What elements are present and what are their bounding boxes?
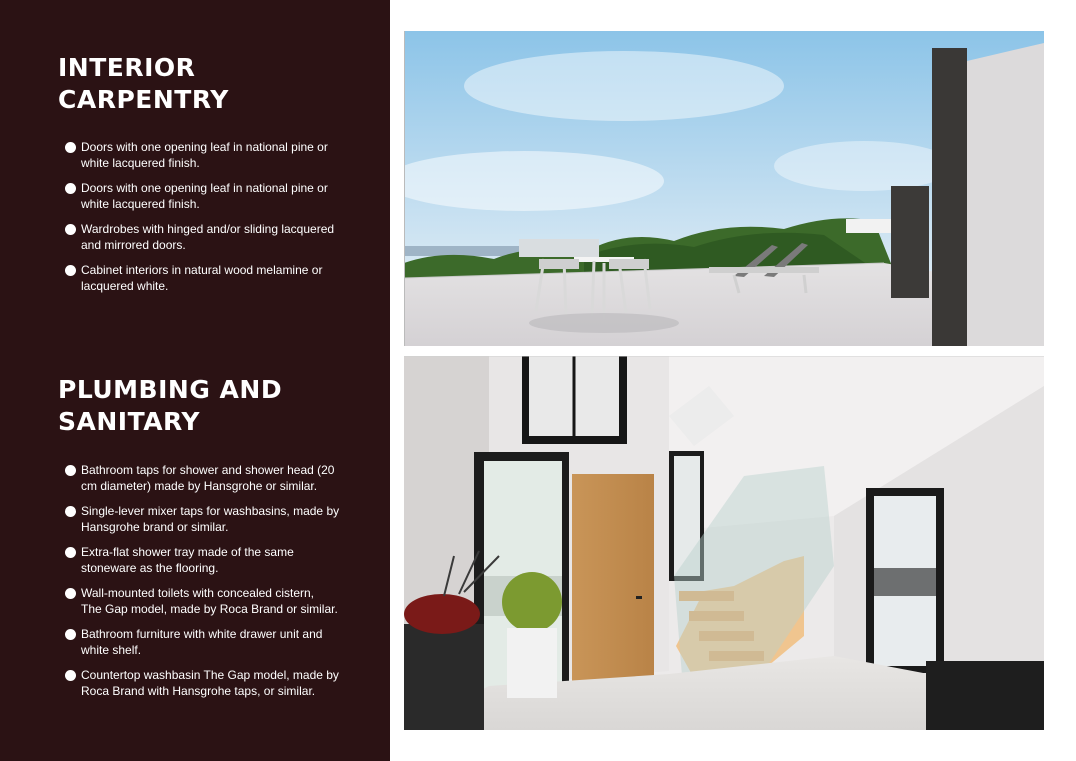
bullet-icon — [65, 224, 76, 235]
item-text-line: and mirrored doors. — [81, 237, 186, 252]
item-text-line: Cabinet interiors in natural wood melamine or — [81, 263, 323, 277]
item-text-line: stoneware as the flooring. — [81, 560, 219, 575]
heading-line: CARPENTRY — [58, 85, 229, 114]
terrace-photo — [404, 31, 1044, 346]
bullet-icon — [65, 629, 76, 640]
hallway-render — [404, 356, 1044, 730]
list-item — [62, 586, 362, 617]
bullet-icon — [65, 670, 76, 681]
item-text-line: Hansgrohe brand or similar. — [81, 519, 229, 534]
item-text-line: Extra-flat shower tray made of the same — [81, 545, 294, 559]
list-item — [62, 263, 362, 294]
list-item — [62, 222, 362, 253]
item-text-line: Single-lever mixer taps for washbasins, made by — [81, 504, 340, 518]
hallway-photo — [404, 356, 1044, 730]
item-text-line: The Gap model, made by Roca Brand or similar. — [81, 601, 338, 616]
item-text-line: cm diameter) made by Hansgrohe or similar. — [81, 478, 318, 493]
section-heading-plumbing-sanitary — [58, 374, 358, 438]
bullet-icon — [65, 465, 76, 476]
item-text-line: Wardrobes with hinged and/or sliding lacquered — [81, 222, 335, 236]
item-text-line: white lacquered finish. — [81, 155, 200, 170]
heading-line: INTERIOR — [58, 53, 196, 82]
bullet-icon — [65, 265, 76, 276]
list-item — [62, 627, 362, 658]
terrace-render — [404, 31, 1044, 346]
bullet-icon — [65, 588, 76, 599]
item-text-line: white lacquered finish. — [81, 196, 200, 211]
item-text-line: Bathroom taps for shower and shower head (20 — [81, 463, 335, 477]
item-text-line: Doors with one opening leaf in national pine or — [81, 140, 328, 154]
heading-line: SANITARY — [58, 407, 201, 436]
list-item — [62, 140, 362, 171]
item-text-line: Roca Brand with Hansgrohe taps, or similar. — [81, 683, 316, 698]
bullet-icon — [65, 547, 76, 558]
plumbing-sanitary-list — [62, 463, 362, 709]
list-item — [62, 668, 362, 699]
list-item — [62, 504, 362, 535]
list-item — [62, 545, 362, 576]
item-text-line: Countertop washbasin The Gap model, made by — [81, 668, 339, 682]
bullet-icon — [65, 183, 76, 194]
interior-carpentry-list — [62, 140, 362, 304]
list-item — [62, 181, 362, 212]
item-text-line: Wall-mounted toilets with concealed cistern, — [81, 586, 314, 600]
item-text-line: Doors with one opening leaf in national pine or — [81, 181, 328, 195]
bullet-icon — [65, 142, 76, 153]
item-text-line: lacquered white. — [81, 278, 169, 293]
list-item — [62, 463, 362, 494]
section-heading-interior-carpentry — [58, 52, 358, 116]
item-text-line: Bathroom furniture with white drawer unit and — [81, 627, 323, 641]
item-text-line: white shelf. — [81, 642, 142, 657]
heading-line: PLUMBING AND — [58, 375, 283, 404]
bullet-icon — [65, 506, 76, 517]
sidebar-panel — [0, 0, 390, 761]
